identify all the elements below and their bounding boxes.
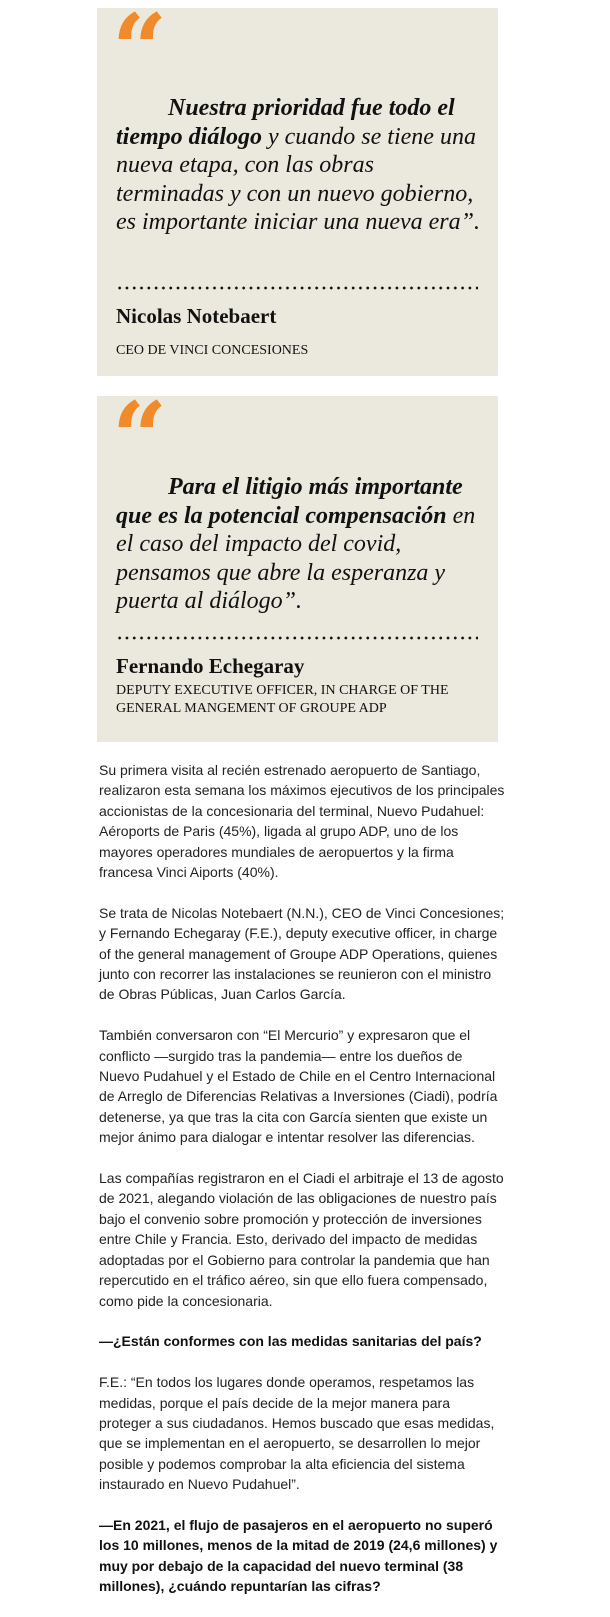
quote-box-notebaert bbox=[97, 0, 498, 376]
quote-author-name: Nicolas Notebaert bbox=[116, 304, 277, 328]
interview-question: —En 2021, el flujo de pasajeros en el aeropuerto no superó los 10 millones, menos de la mitad de 2019 (24,6 millones) y muy por debajo de la capacidad del nuevo terminal (38 millones), ¿cuándo repuntarían las cifras? bbox=[99, 1516, 498, 1595]
quote-rest: y cuando se tiene una nueva etapa, con las obras terminadas y con un nuevo gobierno, es importante iniciar una nueva era”. bbox=[116, 123, 480, 235]
quote-mark-icon: “ bbox=[112, 0, 168, 106]
dotted-divider bbox=[116, 636, 478, 640]
article-paragraph: Su primera visita al recién estrenado aeropuerto de Santiago, realizaron esta semana los máximos ejecutivos de los principales accionistas de la concesionaria del terminal, Nuevo Pudahuel: Aéroports de Paris (45%), ligada al grupo ADP, uno de los mayores operadores mundiales de aeropuertos y la firma francesa Vinci Aiports (40%). bbox=[99, 762, 505, 881]
quote-author-role: CEO DE VINCI CONCESIONES bbox=[116, 343, 309, 358]
quote-author-name: Fernando Echegaray bbox=[116, 654, 305, 678]
quote-lead: Nuestra prioridad fue todo el tiempo diálogo bbox=[116, 95, 455, 150]
article-paragraph: F.E.: “En todos los lugares donde operamos, respetamos las medidas, porque el país decide de la mejor manera para proteger a sus ciudadanos. Hemos buscado que esas medidas, que se implementan en el aeropuerto, se desarrollen lo mejor posible y podemos comprobar la alta eficiencia del sistema instaurado en Nuevo Pudahuel”. bbox=[99, 1374, 495, 1493]
quote-text bbox=[116, 473, 480, 616]
quote-rest: en el caso del impacto del covid, pensamos que abre la esperanza y puerta al diálogo”. bbox=[116, 502, 476, 614]
interview-question: —¿Están conformes con las medidas sanitarias del país? bbox=[99, 1333, 482, 1350]
article-paragraph: Las compañías registraron en el Ciadi el arbitraje el 13 de agosto de 2021, alegando violación de las obligaciones de nuestro país bajo el convenio sobre promoción y protección de inversiones entre Chile y Francia. Esto, derivado del impacto de medidas adoptadas por el Gobierno para controlar la pandemia que han repercutido en el tráfico aéreo, sin que ello fuera compensado, como pide la concesionaria. bbox=[99, 1170, 504, 1309]
article-paragraph: También conversaron con “El Mercurio” y expresaron que el conflicto —surgido tras la pandemia— entre los dueños de Nuevo Pudahuel y el Estado de Chile en el Centro Internacional de Arreglo de Diferencias Relativas a Inversiones (Ciadi), podría detenerse, ya que tras la cita con García sienten que existe un mejor ánimo para dialogar e intentar resolver las diferencias. bbox=[99, 1027, 498, 1146]
quote-lead: Para el litigio más importante que es la potencial compensación bbox=[116, 474, 463, 529]
article-paragraph: Se trata de Nicolas Notebaert (N.N.), CEO de Vinci Concesiones; y Fernando Echegaray (F.E.), deputy executive officer, in charge of the general management of Groupe ADP Operations, quienes junto con recorrer las instalaciones se reunieron con el ministro de Obras Públicas, Juan Carlos García. bbox=[99, 904, 505, 1003]
quote-author-role: DEPUTY EXECUTIVE OFFICER, IN CHARGE OF THE GENERAL MANGEMENT OF GROUPE ADP bbox=[116, 683, 449, 716]
quote-mark-icon: “ bbox=[112, 381, 168, 494]
dotted-divider bbox=[116, 286, 478, 290]
article-body bbox=[99, 760, 505, 1617]
quote-box-echegaray bbox=[97, 381, 498, 742]
quote-text bbox=[116, 94, 480, 237]
